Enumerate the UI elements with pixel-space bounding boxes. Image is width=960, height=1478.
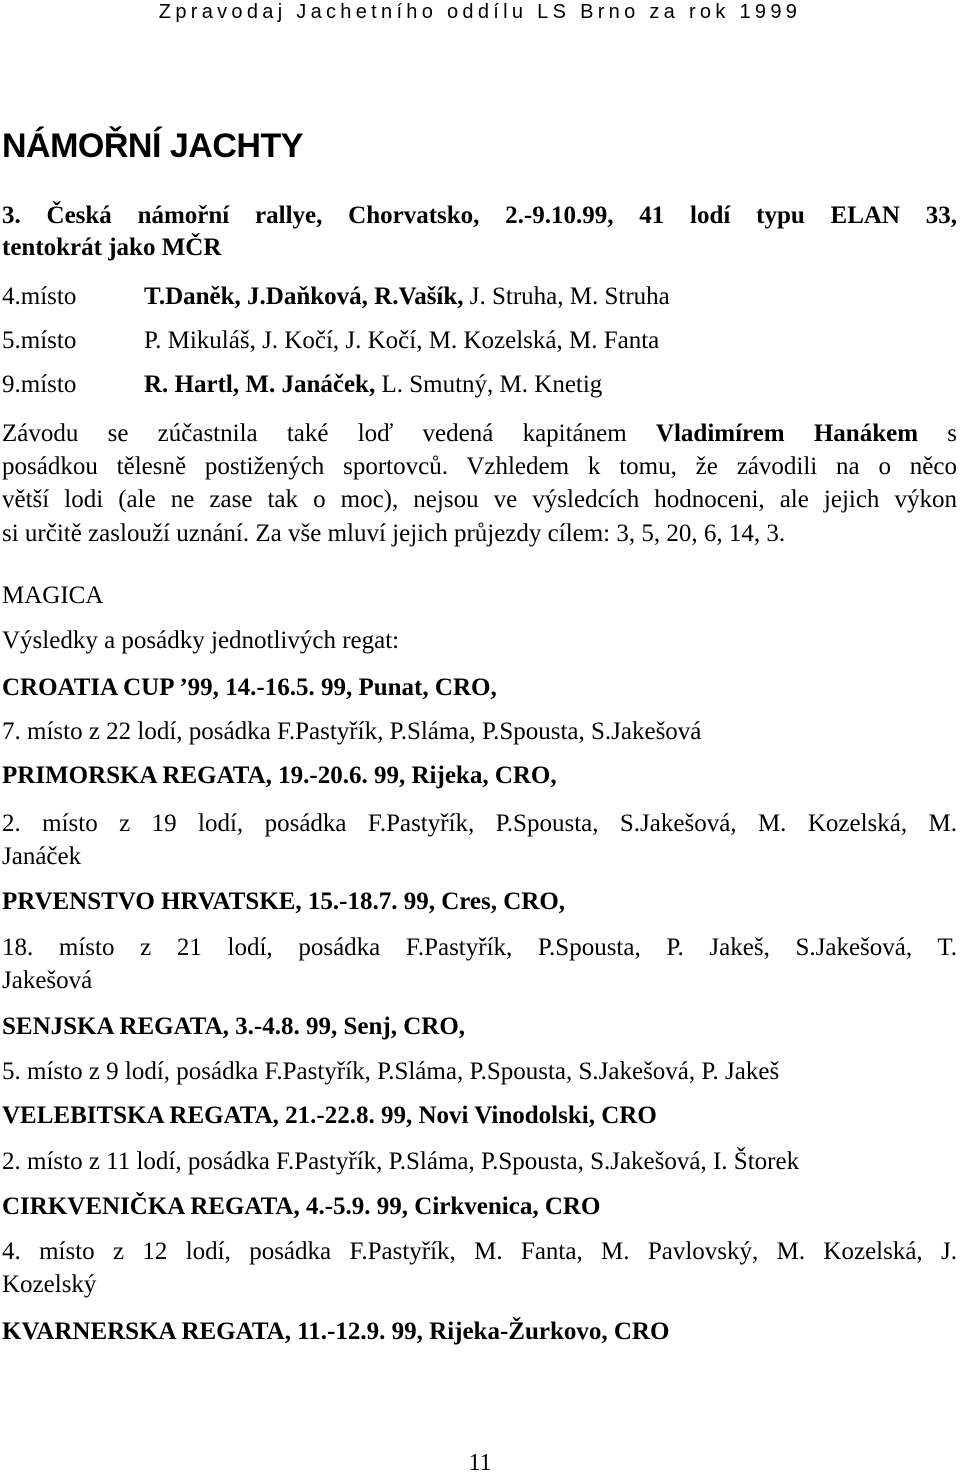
result-place: 4.místo [2,283,77,310]
boat-name: MAGICA [2,582,104,609]
regatta-title: VELEBITSKA REGATA, 21.-22.8. 99, Novi Vinodolski, CRO [2,1102,657,1129]
rally-paragraph-line4: si určitě zaslouží uznání. Za vše mluví jejich průjezdy cílem: 3, 5, 20, 6, 14, 3. [2,520,786,547]
page-header: Zpravodaj Jachetního oddílu LS Brno za rok 1999 [158,1,802,23]
regatta-result-cont: Jakešová [2,967,93,994]
regatta-result-cont: Kozelský [2,1271,97,1298]
page-number: 11 [468,1450,492,1476]
result-crew-rest: L. Smutný, M. Knetig [375,371,603,398]
rally-heading-line2: tentokrát jako MČR [2,234,222,261]
regatta-result: 7. místo z 22 lodí, posádka F.Pastyřík, P.Sláma, P.Spousta, S.Jakešová [2,718,702,745]
regatta-title: SENJSKA REGATA, 3.-4.8. 99, Senj, CRO, [2,1013,466,1040]
regatta-title: PRIMORSKA REGATA, 19.-20.6. 99, Rijeka, CRO, [2,762,557,789]
result-crew-rest: P. Mikuláš, J. Kočí, J. Kočí, M. Kozelská, M. Fanta [144,327,660,354]
regatta-title: KVARNERSKA REGATA, 11.-12.9. 99, Rijeka-Žurkovo, CRO [2,1318,670,1345]
regatta-title: CROATIA CUP ’99, 14.-16.5. 99, Punat, CRO, [2,674,497,701]
captain-name: Vladimírem Hanákem [655,420,919,447]
regatta-title: CIRKVENIČKA REGATA, 4.-5.9. 99, Cirkvenica, CRO [2,1193,601,1220]
rally-paragraph-line2: posádkou tělesně postižených sportovců. Vzhledem k tomu, že závodili na o něco [2,453,957,480]
para-text: s [918,420,957,447]
rally-paragraph-line3: větší lodi (ale ne zase tak o moc), nejsou ve výsledcích hodnoceni, ale jejich výkon [2,486,957,513]
regatta-result: 18. místo z 21 lodí, posádka F.Pastyřík, P.Spousta, P. Jakeš, S.Jakešová, T. [2,934,957,961]
result-crew [144,325,659,357]
magica-intro: Výsledky a posádky jednotlivých regat: [2,627,400,654]
section-title: NÁMOŘNÍ JACHTY [2,127,303,165]
result-place: 5.místo [2,327,77,354]
result-crew-bold: T.Daněk, J.Daňková, R.Vašík, [144,283,464,310]
regatta-result: 2. místo z 19 lodí, posádka F.Pastyřík, P.Spousta, S.Jakešová, M. Kozelská, M. [2,810,957,837]
regatta-result: 4. místo z 12 lodí, posádka F.Pastyřík, M. Fanta, M. Pavlovský, M. Kozelská, J. [2,1238,957,1265]
para-text: Závodu se zúčastnila také loď vedená kapitánem [2,420,656,447]
result-place: 9.místo [2,371,77,398]
regatta-result: 5. místo z 9 lodí, posádka F.Pastyřík, P.Sláma, P.Spousta, S.Jakešová, P. Jakeš [2,1058,780,1085]
regatta-result-cont: Janáček [2,843,82,870]
rally-paragraph-line1 [2,418,957,450]
result-crew-rest: J. Struha, M. Struha [463,283,670,310]
result-crew-bold: R. Hartl, M. Janáček, [144,371,376,398]
rally-heading-line1: 3. Česká námořní rallye, Chorvatsko, 2.-9.10.99, 41 lodí typu ELAN 33, [2,202,957,229]
result-crew [144,281,670,313]
result-crew [144,369,602,401]
regatta-title: PRVENSTVO HRVATSKE, 15.-18.7. 99, Cres, CRO, [2,888,566,915]
regatta-result: 2. místo z 11 lodí, posádka F.Pastyřík, P.Sláma, P.Spousta, S.Jakešová, I. Štorek [2,1148,800,1175]
